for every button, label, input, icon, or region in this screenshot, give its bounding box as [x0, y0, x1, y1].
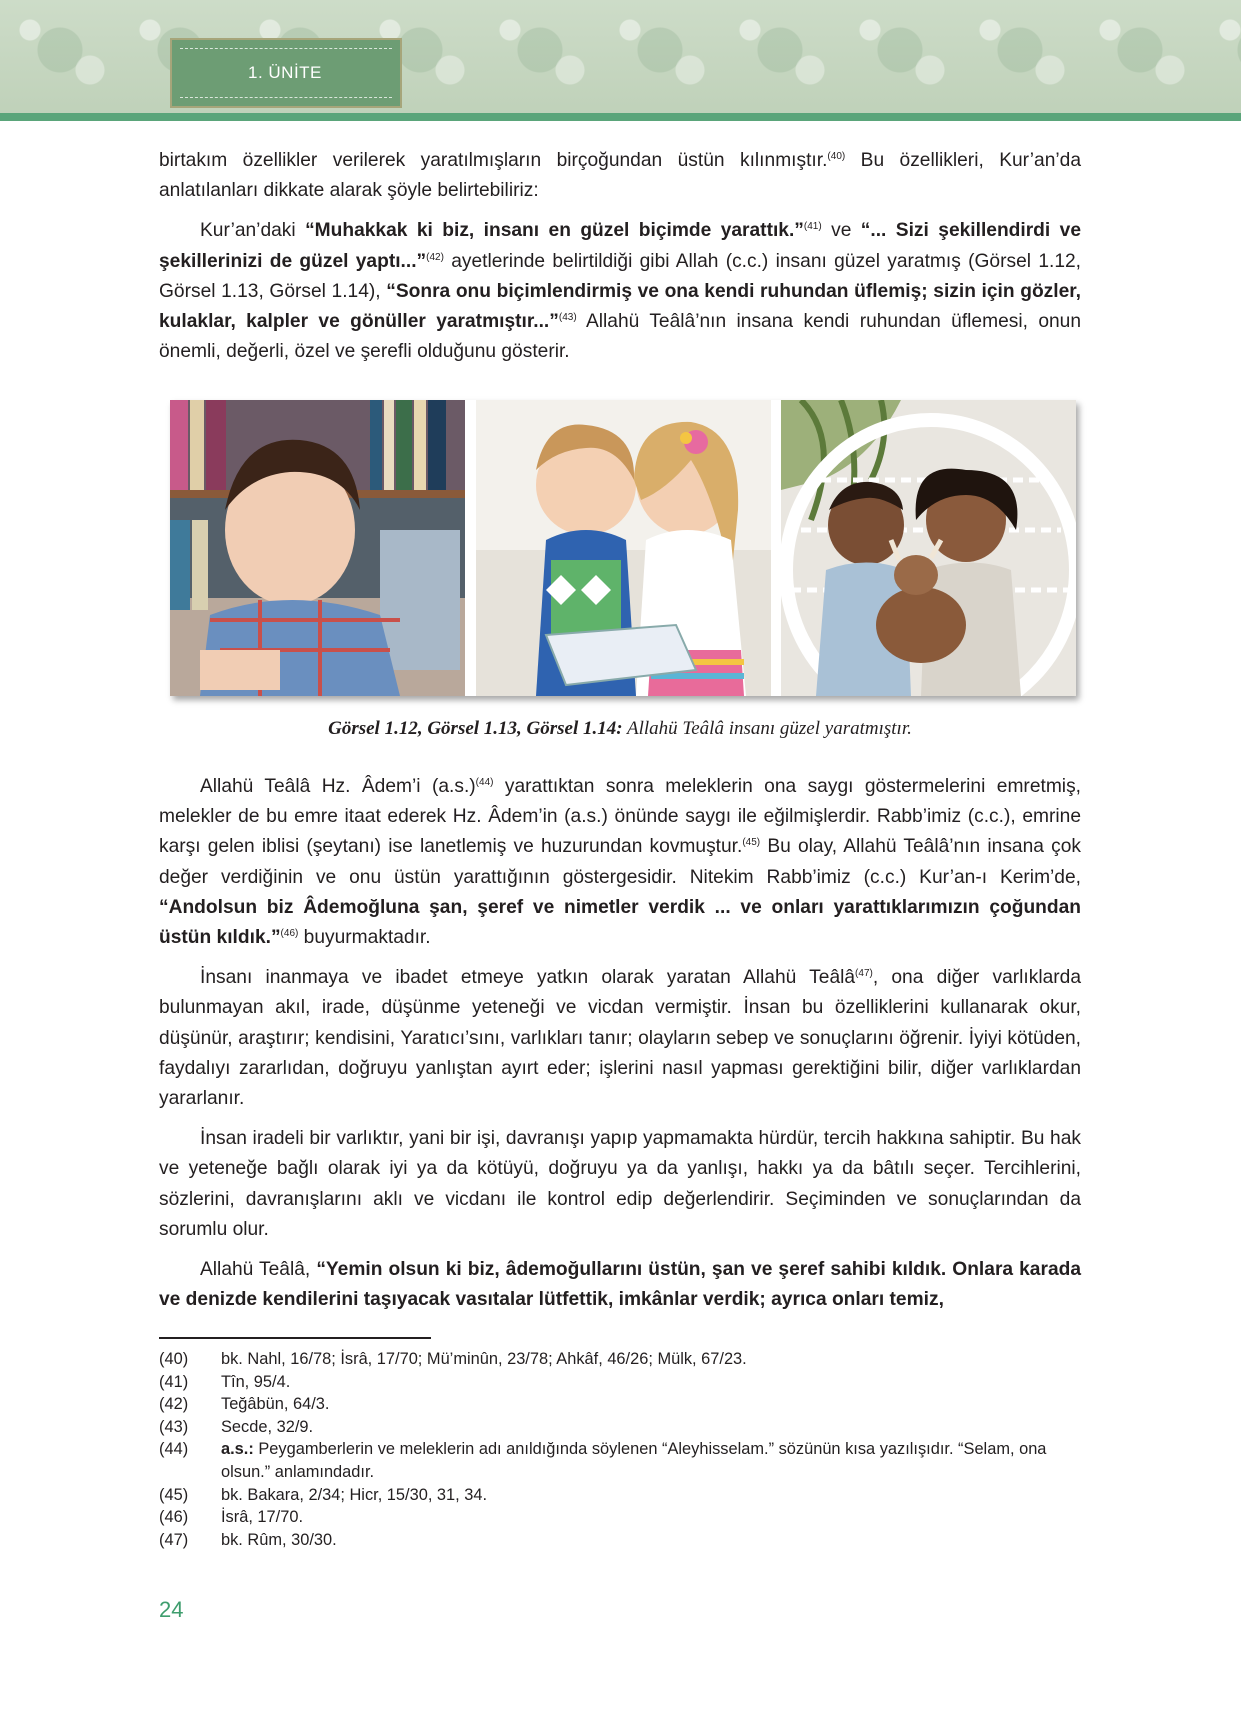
unit-label: 1. ÜNİTE: [170, 38, 402, 108]
figure-caption: [159, 718, 1081, 740]
footnote-ref: (47): [855, 968, 873, 980]
footnote-ref: (44): [475, 777, 494, 788]
footnotes: [159, 1348, 1081, 1551]
footnote: [159, 1371, 1081, 1394]
text-run: buyurmaktadır.: [298, 927, 431, 949]
two-children-reading-photo: [476, 400, 771, 696]
footnote-number: (46): [159, 1508, 189, 1527]
footnote-number: (40): [159, 1350, 189, 1368]
text-run: Allahü Teâlâ Hz. Âdem’i (a.s.): [200, 776, 476, 797]
footnote-divider: [159, 1337, 431, 1339]
footnote-term: a.s.:: [221, 1440, 254, 1459]
footnote-text: bk. Rûm, 30/30.: [221, 1530, 337, 1549]
footnote: [159, 1506, 1081, 1529]
text-run: , ona diğer varlıklarda bulunmayan akıl, irade, düşünme yeteneği ve vicdan vermiştir. İnsan bu özelliklerini kullanarak okur, düşünür, araştırır; kendisini, Yaratıcı’sını, varlıkları tanır; olayların sebep ve sonuçlarını öğrenir. İyiyi kötüden, faydalıyı zararlıdan, doğruyu yanlıştan ayırt eder; işlerini nasıl yapması gerektiğini bilir, diğer varlıklardan yararlanır.: [159, 967, 1081, 1110]
footnote-definition: Peygamberlerin ve meleklerin adı anıldığında söylenen “Aleyhisselam.” sözünün kısa yazılışıdır. “Selam, ona olsun.” anlamındadır.: [221, 1440, 1047, 1481]
paragraph-2: [159, 216, 1081, 367]
footnote-ref: (43): [558, 312, 577, 324]
text-run: yarattıktan sonra meleklerin ona saygı göstermelerini emretmiş, melekler de bu emre itaat ederek Hz. Âdem’in (a.s.) önünde saygı ile eğilmişlerdir. Rabb’imiz (c.c.), emrine karşı gelen iblisi (şeytanı) ise lanetlemiş ve huzurundan kovmuştur.: [159, 776, 1081, 858]
child-with-books-photo: [170, 400, 465, 696]
footnote-ref: (46): [280, 928, 299, 940]
footnote-ref: (41): [803, 221, 822, 233]
footnote-ref: (42): [426, 251, 444, 263]
photo-row: [170, 400, 1076, 696]
footnote-text: Teğâbün, 64/3.: [221, 1395, 330, 1414]
footnote: [159, 1348, 1081, 1371]
footnote-number: (47): [159, 1530, 189, 1549]
quote: “Andolsun biz Âdemoğluna şan, şeref ve nimetler verdik ... ve onları yarattıklarımızın çoğundan üstün kıldık.”: [159, 896, 1081, 949]
caption-label: Görsel 1.12, Görsel 1.13, Görsel 1.14:: [328, 718, 623, 739]
footnote-text: Tîn, 95/4.: [221, 1372, 291, 1391]
footnote: [159, 1529, 1081, 1552]
caption-text: Allahü Teâlâ insanı güzel yaratmıştır.: [622, 718, 912, 739]
footnote-text: Secde, 32/9.: [221, 1417, 314, 1436]
paragraph-6: [159, 1255, 1081, 1315]
footnote-number: (42): [159, 1395, 189, 1414]
footnote-number: (45): [159, 1485, 189, 1504]
footnote-number: (43): [159, 1417, 189, 1436]
footnote: [159, 1416, 1081, 1439]
paragraph-1: [159, 146, 1081, 206]
footnote: [159, 1484, 1081, 1507]
quote: “Yemin olsun ki biz, âdemoğullarını üstün, şan ve şeref sahibi kıldık. Onlara karada ve denizde kendilerini taşıyacak vasıtalar lütfettik, imkânlar verdik; ayrıca onları temiz,: [159, 1259, 1082, 1311]
text-run: birtakım özellikler verilerek yaratılmışların birçoğundan üstün kılınmıştır.: [159, 150, 828, 171]
text-run: Bu olay, Allahü Teâlâ’nın insana çok değer verdiğinin ve onu üstün yarattığının göstergesidir. Nitekim Rabb’imiz (c.c.) Kur’an-ı Kerim’de,: [159, 836, 1081, 888]
footnote-text: bk. Nahl, 16/78; İsrâ, 17/70; Mü’minûn, 23/78; Ahkâf, 46/26; Mülk, 67/23.: [221, 1350, 747, 1368]
text-run: Allahü Teâlâ,: [200, 1259, 317, 1281]
footnote-ref: (45): [742, 837, 761, 849]
footnote: [159, 1393, 1081, 1416]
text-run: ve: [821, 220, 861, 242]
footnote-ref: (40): [827, 151, 846, 162]
paragraph-5: İnsan iradeli bir varlıktır, yani bir işi, davranışı yapıp yapmamakta hürdür, tercih hakkına sahiptir. Bu hak ve yeteneğe bağlı olarak iyi ya da kötüyü, doğruyu ya da yanlışı, hakkı ya da bâtılı seçer. Tercihlerini, sözlerini, davranışlarını aklı ve vicdanı ile kontrol edip değerlendirir. Seçiminden ve sonuçlarından da sorumlu olur.: [159, 1128, 1081, 1240]
page-number: 24: [159, 1597, 184, 1622]
body-text-top: [159, 146, 1081, 367]
text-run: Kur’an’daki: [200, 220, 306, 242]
body-text-lower: [159, 772, 1081, 1315]
paragraph-3: [159, 772, 1081, 953]
text-run: ayetlerinde belirtildiği gibi Allah (c.c.) insanı güzel yaratmış (Görsel 1.12, Görsel 1.13, Görsel 1.14),: [159, 250, 1081, 302]
footnote-number: (41): [159, 1372, 189, 1391]
paragraph-4: [159, 963, 1081, 1114]
text-run: Allahü Teâlâ’nın insana kendi ruhundan üflemesi, onun önemli, değerli, özel ve şerefli olduğunu gösterir.: [159, 311, 1081, 363]
footnote: [159, 1438, 1081, 1483]
header-stripe: [0, 113, 1241, 121]
footnote-text: İsrâ, 17/70.: [221, 1508, 304, 1527]
footnote-number: (44): [159, 1440, 189, 1459]
footnote-text: bk. Bakara, 2/34; Hicr, 15/30, 31, 34.: [221, 1485, 488, 1504]
two-children-with-toy-photo: [781, 400, 1076, 696]
footnote-text: [221, 1438, 1081, 1483]
quote: “... Sizi şekillendirdi ve şekillerinizi de güzel yaptı...”: [159, 220, 1081, 272]
text-run: İnsanı inanmaya ve ibadet etmeye yatkın olarak yaratan Allahü Teâlâ: [200, 967, 856, 989]
quote: “Sonra onu biçimlendirmiş ve ona kendi ruhundan üflemiş; sizin için gözler, kulaklar, kalpler ve gönüller yaratmıştır...”: [159, 280, 1081, 333]
quote: “Muhakkak ki biz, insanı en güzel biçimde yarattık.”: [305, 220, 804, 242]
text-run: Bu özellikleri, Kur’an’da anlatılanları dikkate alarak şöyle belirtebiliriz:: [159, 150, 1081, 202]
